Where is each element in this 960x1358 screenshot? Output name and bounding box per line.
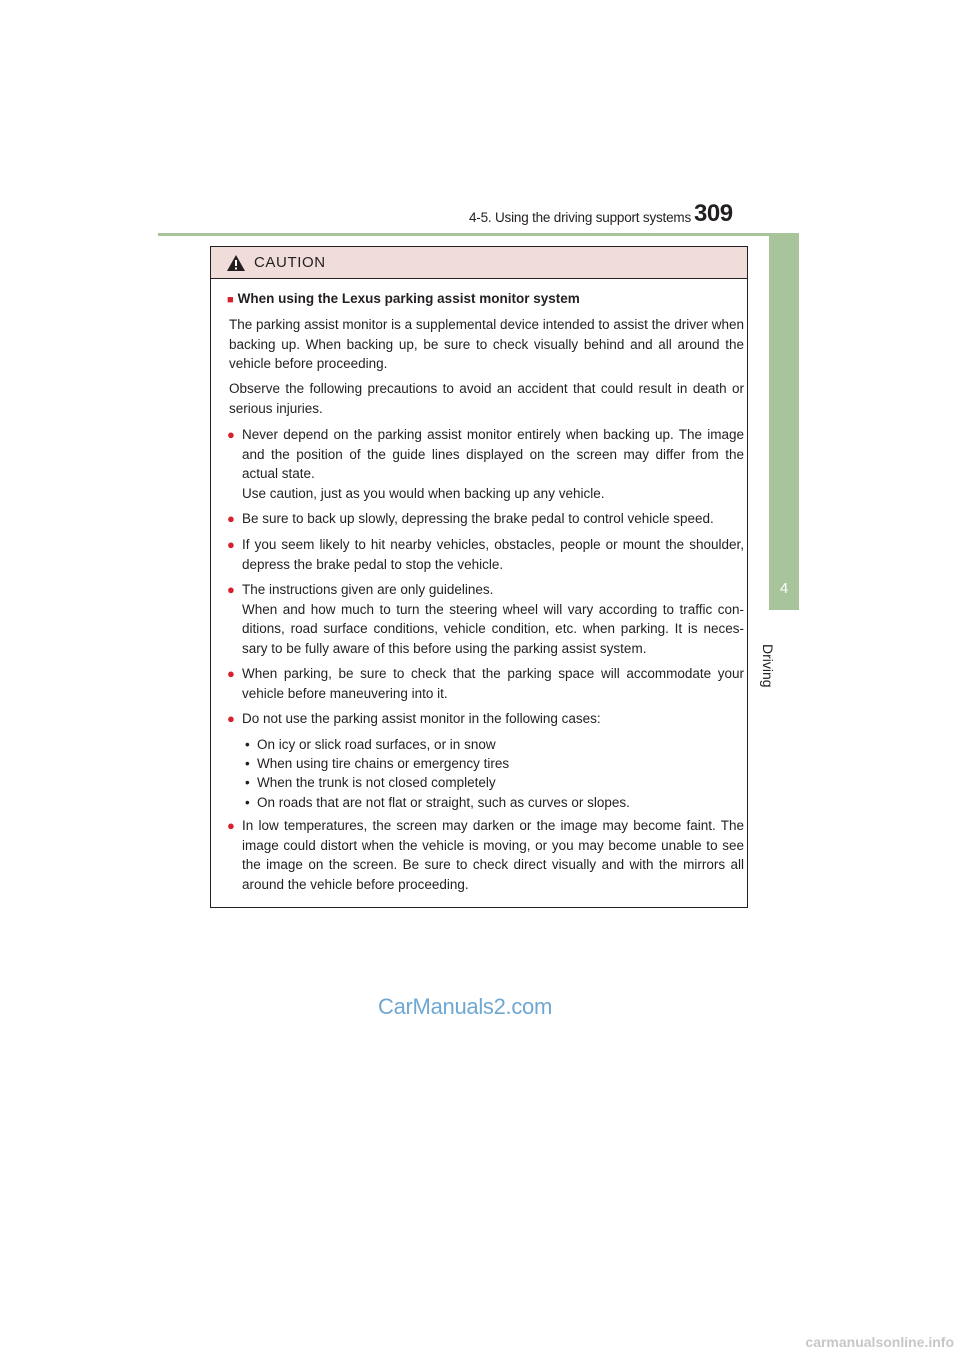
sub-item: • On roads that are not flat or straight, such as curves or slopes. — [245, 795, 630, 810]
sub-item-text: On icy or slick road surfaces, or in snow — [257, 737, 496, 752]
paragraph: The parking assist monitor is a supplemental device intended to assist the driver when backing up. When backing up, be sure to check visually behind and all around the vehicle before proceeding. — [229, 317, 744, 371]
bullet-text: If you seem likely to hit nearby vehicles, obstacles, people or mount the shoulder, depress the brake pedal to stop the vehicle. — [242, 537, 744, 572]
section-title — [227, 291, 580, 306]
caution-label: CAUTION — [254, 254, 326, 271]
bullet-item — [227, 580, 744, 658]
bullet-item — [227, 709, 744, 729]
bullet-dot-icon: ● — [227, 427, 235, 442]
chapter-tab — [769, 233, 799, 610]
bullet-text: When parking, be sure to check that the parking space will accommodate your vehicle before maneuvering into it. — [242, 666, 744, 701]
watermark-link[interactable]: CarManuals2.com — [378, 994, 553, 1019]
bullet-line: Use caution, just as you would when backing up any vehicle. — [242, 485, 605, 501]
section-header: 4-5. Using the driving support systems — [469, 210, 691, 225]
bullet-dot-icon: ● — [227, 537, 235, 552]
bullet-line: The instructions given are only guidelines. — [242, 582, 494, 597]
bullet-text: Be sure to back up slowly, depressing the brake pedal to control vehicle speed. — [242, 511, 714, 526]
header-rule — [158, 233, 799, 236]
bullet-dot-icon: ● — [227, 582, 235, 597]
caution-box — [210, 246, 748, 908]
page-number: 309 — [694, 200, 733, 227]
sub-item-text: When using tire chains or emergency tires — [257, 756, 510, 771]
bullet-dot-icon: ● — [227, 711, 235, 726]
sub-item-text: On roads that are not flat or straight, such as curves or slopes. — [257, 795, 630, 810]
bullet-dot-icon: ● — [227, 666, 235, 681]
warning-triangle-icon — [226, 254, 246, 272]
bullet-text: Do not use the parking assist monitor in the following cases: — [242, 711, 601, 726]
caution-header — [211, 247, 747, 279]
bullet-text: In low temperatures, the screen may darken or the image may become faint. The image could distort when the vehicle is moving, or you may become unable to see the image on the screen. Be sure to check direct visually and with the mirrors all around the vehicle before proceeding. — [242, 818, 744, 892]
bullet-dot-icon: ● — [227, 818, 235, 833]
bullet-item — [227, 509, 744, 529]
sub-item-text: When the trunk is not closed completely — [257, 775, 496, 790]
square-bullet-icon: ■ — [227, 294, 234, 306]
paragraph: Observe the following precautions to avoid an accident that could result in death or serious injuries. — [229, 381, 744, 416]
sub-item: • When the trunk is not closed completely — [245, 775, 496, 790]
bullet-item — [227, 425, 744, 503]
bullet-line: When and how much to turn the steering wheel will vary according to traffic con-ditions, road surface conditions, vehicle condition, etc. when parking. It is neces-sary to be fully aware of this before using the parking assist system. — [242, 601, 744, 656]
bullet-dot-icon: ● — [227, 511, 235, 526]
section-title-text: When using the Lexus parking assist monitor system — [237, 291, 580, 306]
footer-watermark: carmanualsonline.info — [805, 1334, 954, 1350]
bullet-text — [242, 580, 744, 658]
bullet-text — [242, 425, 744, 503]
bullet-item — [227, 664, 744, 703]
bullet-line: Never depend on the parking assist monitor entirely when backing up. The image and the position of the guide lines displayed on the screen may differ from the actual state. — [242, 427, 744, 481]
sub-item: • On icy or slick road surfaces, or in snow — [245, 737, 496, 752]
chapter-number: 4 — [779, 580, 789, 597]
bullet-item — [227, 535, 744, 574]
chapter-name: Driving — [760, 644, 776, 688]
bullet-item — [227, 816, 744, 894]
sub-item: • When using tire chains or emergency tires — [245, 756, 510, 771]
